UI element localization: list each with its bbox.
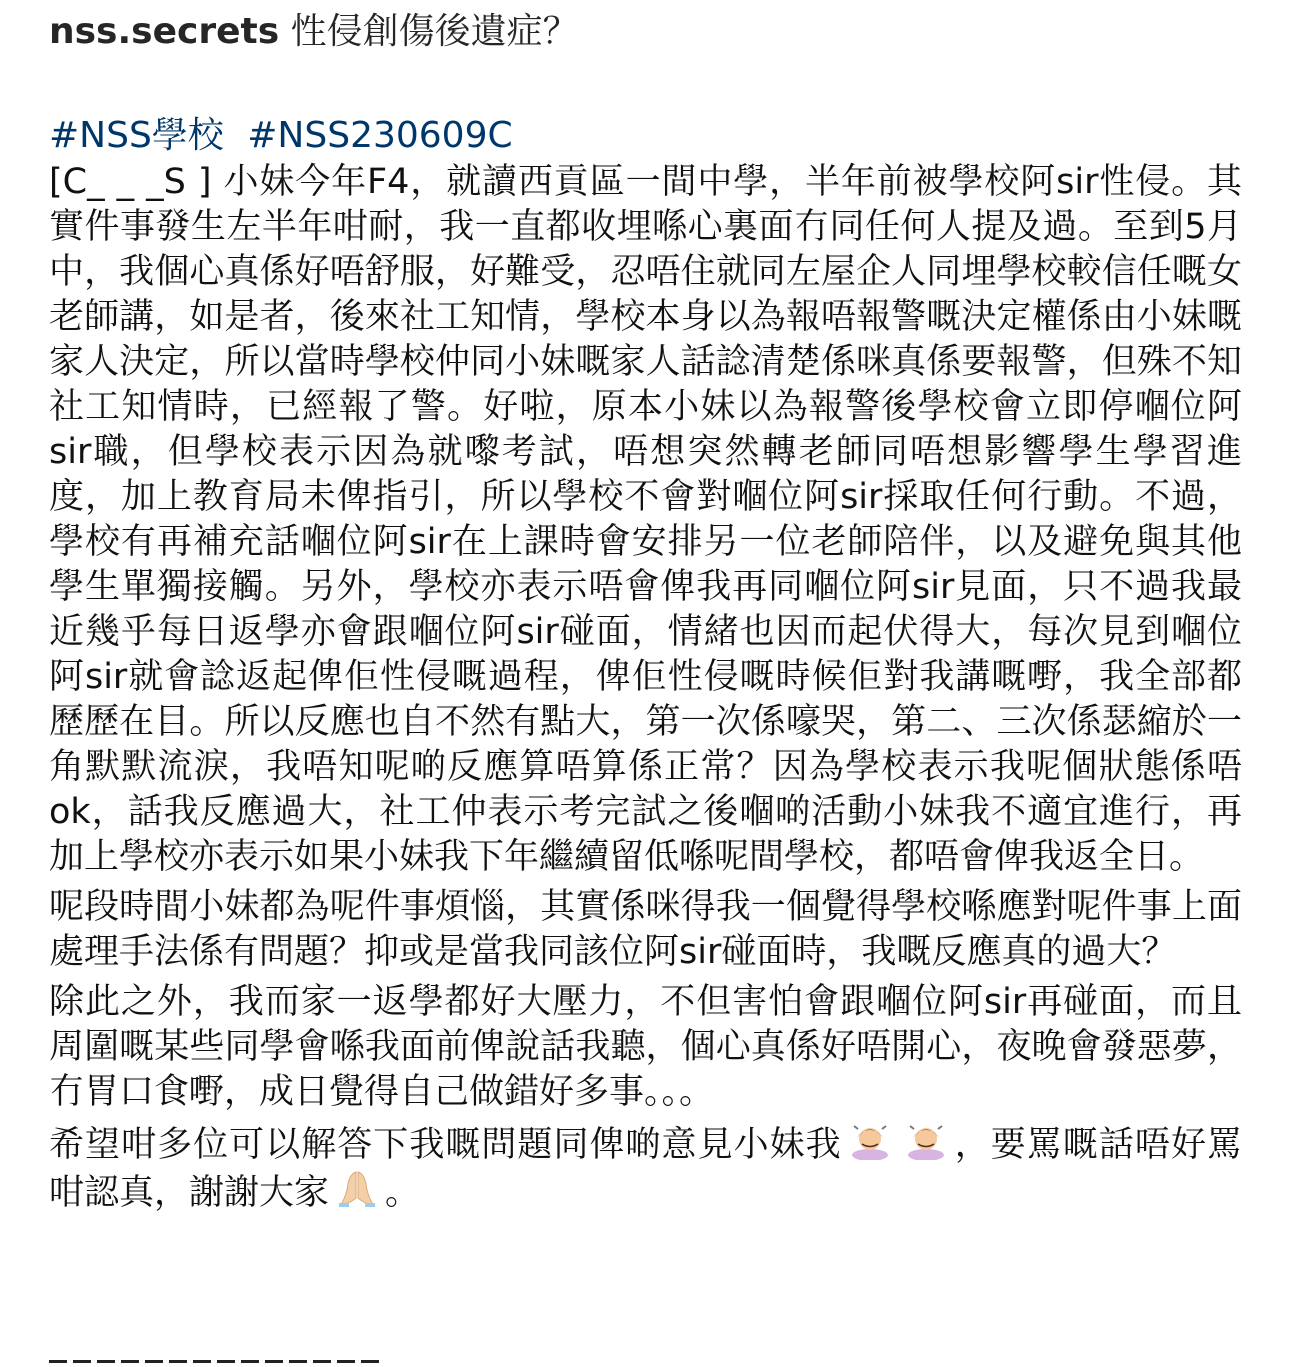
closing-text: ，要罵嘅話唔好罵咁認真，謝謝大家 (49, 1125, 1242, 1213)
closing-text: 希望咁多位可以解答下我嘅問題同俾啲意見小妹我 (49, 1125, 842, 1165)
clipped-next-line (49, 1356, 389, 1367)
username-link[interactable]: nss.secrets (49, 11, 280, 52)
hashtag-link[interactable]: #NSS學校 (49, 115, 224, 156)
caption-header (49, 8, 1242, 56)
bowing-woman-emoji (904, 1120, 948, 1160)
caption-paragraph: 呢段時間小妹都為呢件事煩惱，其實係咪得我一個覺得學校喺應對呢件事上面處理手法係有問題？抑或是當我同該位阿sir碰面時，我嘅反應真的過大？ (49, 887, 1242, 972)
caption-closing (49, 1120, 1242, 1216)
bowing-woman-emoji (848, 1120, 892, 1160)
closing-period: 。 (385, 1173, 421, 1213)
caption-paragraph: [C_ _ _S ] 小妹今年F4，就讀西貢區一間中學，半年前被學校阿sir性侵。其實件事發生左半年咁耐，我一直都收埋喺心裏面冇同任何人提及過。至到5月中，我個心真係好唔舒服，好難受，忍唔住就同左屋企人同埋學校較信任嘅女老師講，如是者，後來社工知情，學校本身以為報唔報警嘅決定權係由小妹嘅家人決定，所以當時學校仲同小妹嘅家人話諗清楚係咪真係要報警，但殊不知社工知情時，已經報了警。好啦，原本小妹以為報警後學校會立即停嗰位阿sir職，但學校表示因為就嚟考試，唔想突然轉老師同唔想影響學生學習進度，加上教育局未俾指引，所以學校不會對嗰位阿sir採取任何行動。不過，學校有再補充話嗰位阿sir在上課時會安排另一位老師陪伴，以及避免與其他學生單獨接觸。另外，學校亦表示唔會俾我再同嗰位阿sir見面，只不過我最近幾乎每日返學亦會跟嗰位阿sir碰面，情緒也因而起伏得大，每次見到嗰位阿sir就會諗返起俾佢性侵嘅過程，俾佢性侵嘅時候佢對我講嘅嘢，我全部都歷歷在目。所以反應也自不然有點大，第一次係嚎哭，第二、三次係瑟縮於一角默默流淚，我唔知呢啲反應算唔算係正常？因為學校表示我呢個狀態係唔ok，話我反應過大，社工仲表示考完試之後嗰啲活動小妹我不適宜進行，再加上學校亦表示如果小妹我下年繼續留低喺呢間學校，都唔會俾我返全日。 (49, 162, 1242, 877)
folded-hands-emoji (335, 1168, 379, 1208)
hashtag-row (49, 112, 1242, 160)
caption-paragraph: 除此之外，我而家一返學都好大壓力，不但害怕會跟嗰位阿sir再碰面，而且周圍嘅某些同學會喺我面前俾說話我聽，個心真係好唔開心，夜晚會發惡夢，冇胃口食嘢，成日覺得自己做錯好多事。。。 (49, 982, 1242, 1112)
post-title: 性侵創傷後遺症？ (290, 11, 579, 52)
hashtag-link[interactable]: #NSS230609C (247, 115, 513, 156)
